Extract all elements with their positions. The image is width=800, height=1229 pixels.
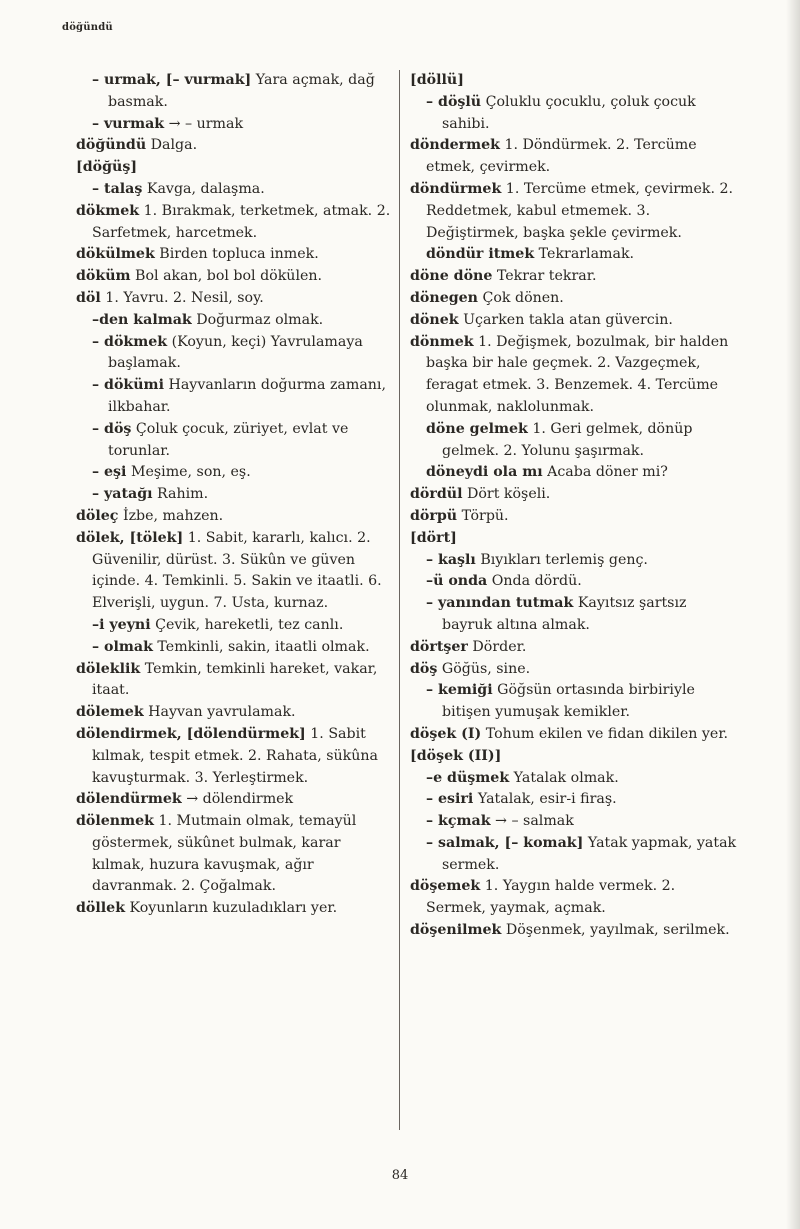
entry-headword: – döşlü [426,93,482,110]
entry-definition: Temkin, temkinli hareket, vakar, itaat. [92,660,378,699]
entry-definition: (Koyun, keçi) Yavrulamaya başlamak. [108,333,363,372]
dictionary-entry [410,484,738,506]
dictionary-entry [410,70,738,92]
entry-definition: 1. Döndürmek. 2. Tercüme etmek, çevirmek. [426,137,697,176]
entry-definition: Yara açmak, dağ basmak. [108,72,375,110]
entry-definition: Dalga. [146,137,198,154]
entry-headword: döşemek [410,878,481,895]
entry-definition: → – salmak [490,813,574,830]
entry-headword: – salmak, [– komak] [426,834,584,851]
entry-definition: Törpü. [457,507,509,524]
entry-definition: Doğurmaz olmak. [191,311,324,328]
entry-definition: Tekrar tekrar. [492,268,597,285]
entry-headword: döne gelmek [426,420,528,437]
right-column [410,70,738,942]
entry-headword: – dökümi [92,377,164,394]
dictionary-entry [76,114,394,136]
dictionary-entry [76,724,394,789]
entry-headword: döneydi ola mı [426,464,543,481]
dictionary-entry [76,332,394,376]
dictionary-entry [410,571,738,593]
dictionary-entry [410,266,738,288]
dictionary-entry [76,179,394,201]
entry-definition: Çoluk çocuk, züriyet, evlat ve torunlar. [108,420,349,459]
entry-headword: dölendirmek, [dölendürmek] [76,725,306,742]
dictionary-entry [76,244,394,266]
entry-definition: Onda dördü. [487,573,582,590]
entry-definition: Temkinli, sakin, itaatli olmak. [152,638,370,655]
dictionary-entry [76,462,394,484]
entry-headword: – olmak [92,638,153,655]
dictionary-entry [76,375,394,419]
dictionary-entry [76,484,394,506]
entry-definition: 1. Yaygın halde vermek. 2. Sermek, yaymak, açmak. [426,878,676,917]
entry-definition: 1. Tercüme etmek, çevirmek. 2. Reddetmek, kabul etmemek. 3. Değiştirmek, başka şekle çevirmek. [426,180,734,241]
entry-headword: döleç [76,507,119,524]
entry-definition: Dörder. [467,638,527,655]
entry-definition: Çevik, hareketli, tez canlı. [150,616,344,633]
entry-headword: – urmak, [– vurmak] [92,72,252,88]
entry-headword: – kaşlı [426,551,476,568]
dictionary-entry [410,724,738,746]
left-column [76,70,394,920]
entry-headword: dölek, [tölek] [76,529,184,546]
dictionary-entry [410,332,738,419]
entry-headword: dökülmek [76,246,155,263]
dictionary-entry [410,659,738,681]
entry-headword: döne döne [410,268,493,285]
entry-definition: Dört köşeli. [462,486,551,503]
entry-headword: döndermek [410,137,500,154]
entry-headword: dördül [410,486,463,503]
entry-definition: Uçarken takla atan güvercin. [458,311,673,328]
dictionary-entry [76,637,394,659]
dictionary-entry [410,288,738,310]
entry-definition: Göğüs, sine. [437,660,531,677]
dictionary-entry [410,593,738,637]
entry-headword: – vurmak [92,115,165,132]
entry-headword: döndür itmek [426,246,535,263]
entry-headword: [döllü] [410,72,464,88]
entry-definition: 1. Mutmain olmak, temayül göstermek, sükûnet bulmak, karar kılmak, huzura kavuşmak, ağır davranmak. 2. Çoğalmak. [92,813,357,895]
dictionary-entry [76,811,394,898]
entry-headword: – eşi [92,464,127,481]
entry-definition: Birden topluca inmek. [154,246,319,263]
dictionary-entry [76,157,394,179]
entry-definition: Bol akan, bol bol dökülen. [130,268,323,285]
entry-definition: Döşenmek, yayılmak, serilmek. [501,922,730,939]
entry-definition: Kavga, dalaşma. [142,180,265,197]
entry-definition: Yatalak olmak. [509,769,619,786]
entry-headword: [döğüş] [76,159,138,176]
entry-headword: – talaş [92,180,143,197]
dictionary-entry [76,506,394,528]
entry-headword: döl [76,289,101,306]
dictionary-entry [410,680,738,724]
entry-headword: dölendürmek [76,791,182,808]
dictionary-entry [410,876,738,920]
dictionary-entry [76,201,394,245]
entry-headword: – yatağı [92,486,153,503]
entry-headword: döş [410,660,438,677]
dictionary-entry [76,135,394,157]
dictionary-entry [410,506,738,528]
entry-definition: 1. Bırakmak, terketmek, atmak. 2. Sarfetmek, harcetmek. [92,202,391,241]
dictionary-entry [410,179,738,244]
dictionary-entry [410,768,738,790]
entry-headword: döğündü [76,137,147,154]
scan-edge-shadow [786,0,800,1229]
dictionary-entry [410,462,738,484]
entry-headword: [döşek (II)] [410,747,502,764]
entry-headword: –ü onda [426,573,488,590]
entry-headword: – döş [92,420,132,437]
dictionary-entry [76,789,394,811]
entry-definition: Çoluklu çocuklu, çoluk çocuk sahibi. [442,93,696,132]
entry-definition: İzbe, mahzen. [118,507,224,524]
entry-definition: Çok dönen. [478,289,564,306]
entry-headword: dörtşer [410,638,468,655]
dictionary-entry [76,266,394,288]
dictionary-entry [410,244,738,266]
entry-headword: döküm [76,268,131,285]
page-number: 84 [391,1168,409,1183]
entry-definition: → dölendirmek [181,791,294,808]
entry-definition: Tohum ekilen ve fidan dikilen yer. [481,725,729,742]
entry-headword: döşek (I) [410,725,482,742]
dictionary-entry [410,789,738,811]
dictionary-entry [76,702,394,724]
entry-definition: 1. Geri gelmek, dönüp gelmek. 2. Yolunu şaşırmak. [442,420,693,459]
entry-definition: → – urmak [164,115,244,132]
entry-headword: – dökmek [92,333,168,350]
dictionary-entry [410,135,738,179]
entry-headword: dökmek [76,202,140,219]
entry-definition: Yatalak, esir-i firaş. [473,791,617,808]
entry-headword: –den kalmak [92,311,192,328]
entry-definition: 1. Sabit kılmak, tespit etmek. 2. Rahata, sükûna kavuşturmak. 3. Yerleştirmek. [92,725,379,786]
dictionary-entry [76,70,394,114]
dictionary-entry [76,615,394,637]
entry-headword: döşenilmek [410,922,502,939]
dictionary-entry [410,811,738,833]
entry-definition: Tekrarlamak. [534,246,635,263]
entry-headword: dölenmek [76,813,154,830]
entry-definition: 1. Değişmek, bozulmak, bir halden başka bir hale geçmek. 2. Vazgeçmek, feragat etmek. 3. Benzemek. 4. Tercüme olunmak, naklolunmak. [426,333,729,415]
dictionary-entry [410,419,738,463]
entry-headword: döndürmek [410,180,502,197]
entry-headword: dörpü [410,507,458,524]
dictionary-entry [410,920,738,942]
entry-headword: dönmek [410,333,474,350]
entry-headword: dölemek [76,704,144,721]
dictionary-entry [410,746,738,768]
entry-definition: Göğsün ortasında birbiriyle bitişen yumuşak kemikler. [442,682,695,721]
dictionary-entry [76,310,394,332]
running-head: döğündü [62,22,113,33]
entry-definition: Koyunların kuzuladıkları yer. [125,900,338,917]
entry-definition: 1. Sabit, kararlı, kalıcı. 2. Güvenilir, dürüst. 3. Sükûn ve güven içinde. 4. Temkinli. 5. Sakin ve itaatli. 6. Elverişli, uygun. 7. Usta, kurnaz. [92,529,382,612]
entry-definition: Hayvanların doğurma zamanı, ilkbahar. [108,377,386,415]
dictionary-entry [410,310,738,332]
dictionary-entry [76,898,394,920]
entry-definition: 1. Yavru. 2. Nesil, soy. [100,289,264,306]
entry-definition: Meşime, son, eş. [126,464,251,481]
dictionary-entry [76,528,394,615]
entry-definition: Acaba döner mi? [542,464,668,481]
entry-definition: Rahim. [152,486,209,503]
dictionary-entry [76,659,394,703]
entry-headword: döleklik [76,660,141,677]
entry-headword: – kemiği [426,682,493,699]
entry-definition: Kayıtsız şartsız bayruk altına almak. [442,595,687,633]
entry-headword: –i yeyni [92,616,151,633]
dictionary-entry [410,637,738,659]
dictionary-entry [410,833,738,877]
column-divider [399,70,400,1130]
entry-headword: – yanından tutmak [426,595,574,612]
dictionary-entry [76,288,394,310]
entry-headword: dönek [410,311,459,328]
dictionary-entry [410,528,738,550]
entry-headword: döllek [76,900,126,917]
entry-definition: Yatak yapmak, yatak sermek. [442,834,737,873]
entry-headword: – kçmak [426,813,491,830]
entry-headword: dönegen [410,289,478,306]
entry-headword: – esiri [426,791,474,808]
entry-headword: [dört] [410,529,457,546]
entry-definition: Hayvan yavrulamak. [143,704,296,721]
dictionary-entry [410,92,738,136]
dictionary-entry [410,550,738,572]
dictionary-entry [76,419,394,463]
entry-headword: –e düşmek [426,769,510,786]
entry-definition: Bıyıkları terlemiş genç. [475,551,648,568]
